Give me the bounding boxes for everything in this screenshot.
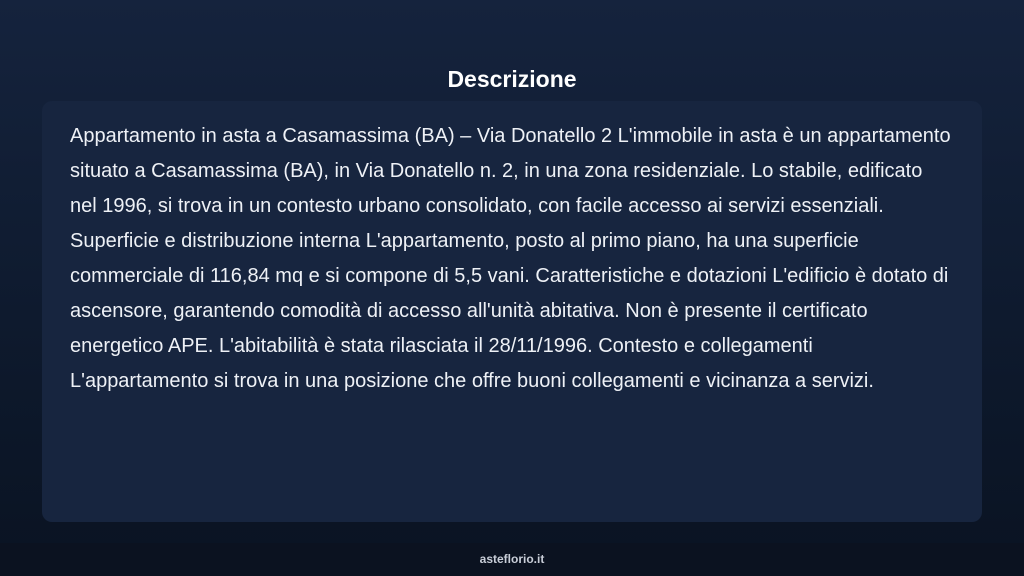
description-text: Appartamento in asta a Casamassima (BA) – Via Donatello 2 L'immobile in asta è un appartamento situato a Casamassima (BA), in Via Donatello n. 2, in una zona residenziale. Lo stabile, edificato nel 1996, si trova in un contesto urbano consolidato, con facile accesso ai servizi essenziali. Superficie e distribuzione interna L'appartamento, posto al primo piano, ha una superficie commerciale di 116,84 mq e si compone di 5,5 vani. Caratteristiche e dotazioni L'edificio è dotato di ascensore, garantendo comodità di accesso all'unità abitativa. Non è presente il certificato energetico APE. L'abitabilità è stata rilasciata il 28/11/1996. Contesto e collegamenti L'appartamento si trova in una posizione che offre buoni collegamenti e vicinanza a servizi. [70, 125, 951, 392]
page-title: Descrizione [447, 66, 577, 93]
description-card [42, 101, 982, 522]
footer-site-link[interactable]: asteflorio.it [479, 552, 545, 566]
footer-bar [0, 543, 1024, 576]
